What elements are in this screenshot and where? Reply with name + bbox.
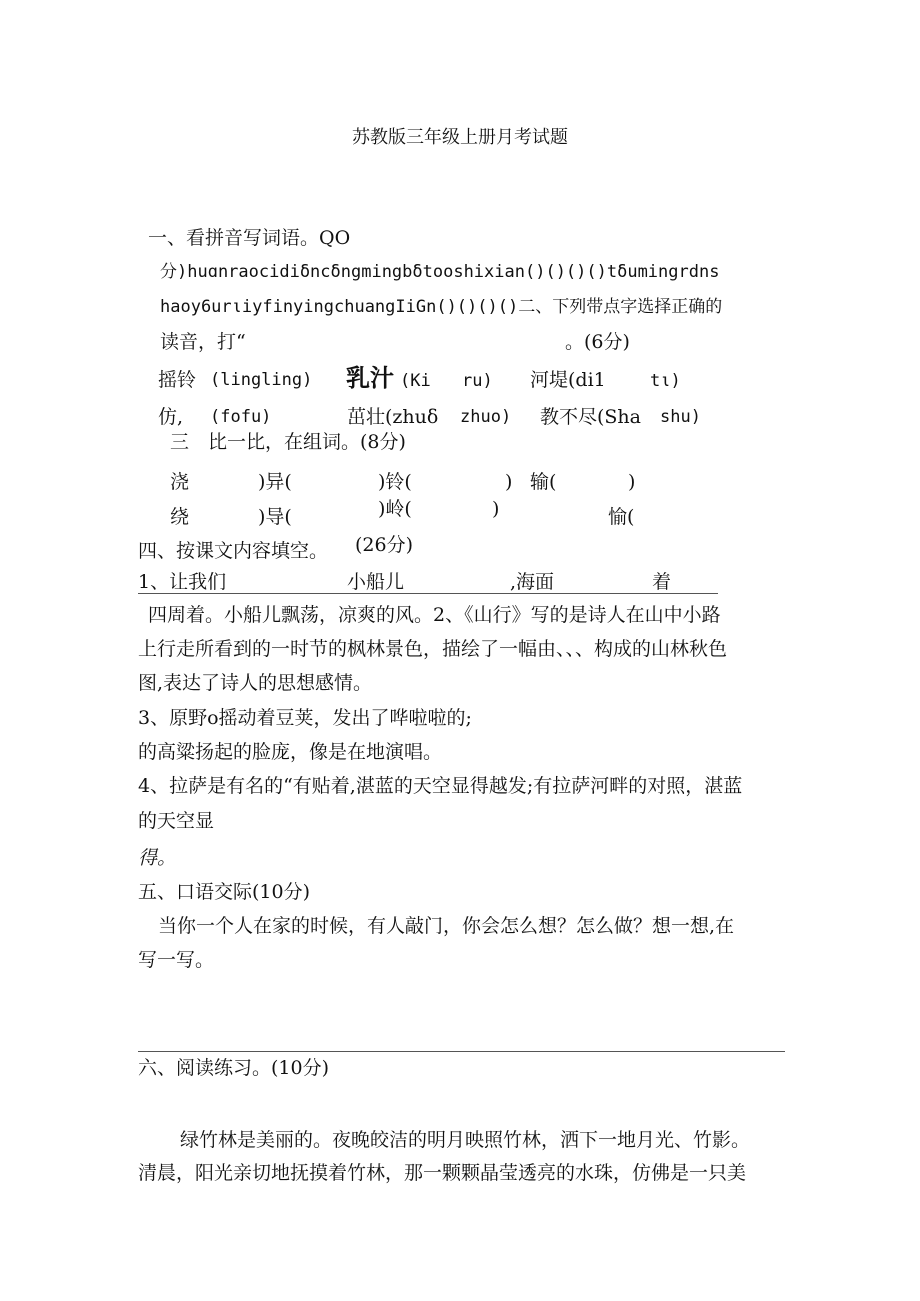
- q1-text-b: 小船儿: [347, 571, 405, 593]
- blank-yi: )异(: [258, 471, 292, 493]
- pinyin-line-1: 分)huɑnraocidiδncδngmingbδtooshixian()()()()tδumingrdns: [160, 262, 720, 282]
- section4-score: (26分): [355, 534, 414, 556]
- q1-continued: 四周着。小船儿飘荡，凉爽的风。2、《山行》写的是诗人在山中小路: [148, 604, 721, 626]
- pinyin-shu: shu): [660, 407, 701, 427]
- section5-prompt-2: 写一写。: [138, 949, 215, 971]
- section3-heading: 三 比一比，在组词。(8分): [170, 431, 406, 453]
- q4-text-line-2: 的天空显: [138, 810, 215, 832]
- blank-dao: )导(: [258, 506, 292, 528]
- section5-heading: 五、口语交际(10分): [138, 881, 311, 903]
- word-jiaobujin: 教不尽(Sha: [540, 406, 641, 428]
- q4-text-line-1: 4、拉萨是有名的“有贴着,湛蓝的天空显得越发;有拉萨河畔的对照，湛蓝: [138, 775, 743, 797]
- word-zhuozhuang: 茁壮(zhuδ: [347, 406, 439, 428]
- page-title: 苏教版三年级上册月考试题: [352, 127, 568, 148]
- blank-close-2: ): [628, 471, 636, 493]
- word-ruzhi: 乳汁: [346, 363, 394, 392]
- section-divider: [138, 1051, 785, 1052]
- pinyin-lingling: (lingling): [210, 370, 313, 390]
- section6-heading: 六、阅读练习。(10分): [138, 1057, 330, 1079]
- q3-text-line-2: 的高粱扬起的脸庞，像是在地演唱。: [138, 741, 443, 763]
- reading-passage-line-2: 清晨，阳光亲切地抚摸着竹林，那一颗颗晶莹透亮的水珠，仿佛是一只美: [138, 1162, 747, 1184]
- pinyin-ki: (Ki: [400, 371, 431, 391]
- char-rao: 绕: [170, 506, 190, 528]
- q4-text-line-3: 得。: [138, 847, 177, 869]
- pinyin-line-2: haoy6urιiyfinyingchuangIiGn()()()()二、下列带点字选择正确的: [160, 297, 723, 317]
- pinyin-fofu: (fofu): [210, 407, 272, 427]
- blank-ling2: )岭(: [378, 498, 412, 520]
- section4-heading: 四、按课文内容填空。: [138, 540, 329, 562]
- q1-text-a: 1、让我们: [138, 571, 227, 593]
- section1-heading: 一、看拼音写词语。QO: [148, 227, 351, 249]
- q1-answer-line: [138, 593, 718, 594]
- q2-text-line-2: 上行走所看到的一时节的枫林景色，描绘了一幅由、、、构成的山林秋色: [138, 638, 728, 660]
- blank-close-1: ): [505, 471, 513, 493]
- q1-text-d: 着: [652, 571, 672, 593]
- pinyin-ti: tι): [650, 371, 681, 391]
- blank-shu: 输(: [530, 471, 557, 493]
- blank-yu: 愉(: [608, 506, 635, 528]
- word-heti: 河堤(di1: [530, 369, 606, 391]
- blank-close-3: ): [492, 498, 500, 520]
- section5-prompt-1: 当你一个人在家的时候，有人敲门，你会怎么想？怎么做？想一想,在: [158, 915, 735, 937]
- section2-instruction: 读音，打“: [160, 331, 246, 353]
- q2-text-line-3: 图,表达了诗人的思想感情。: [138, 672, 373, 694]
- word-fang: 仿,: [158, 406, 184, 428]
- char-jiao: 浇: [170, 471, 190, 493]
- reading-passage-line-1: 绿竹林是美丽的。夜晚皎洁的明月映照竹林，洒下一地月光、竹影。: [180, 1129, 751, 1151]
- q3-text-line-1: 3、原野o摇动着豆荚，发出了哗啦啦的;: [138, 707, 472, 729]
- q1-text-c: ,海面: [510, 571, 555, 593]
- section2-score: 。(6分): [565, 331, 630, 353]
- pinyin-zhuo: zhuo): [460, 407, 512, 427]
- blank-ling: )铃(: [378, 471, 412, 493]
- pinyin-ru: ru): [462, 371, 493, 391]
- word-yaoling: 摇铃: [158, 369, 197, 391]
